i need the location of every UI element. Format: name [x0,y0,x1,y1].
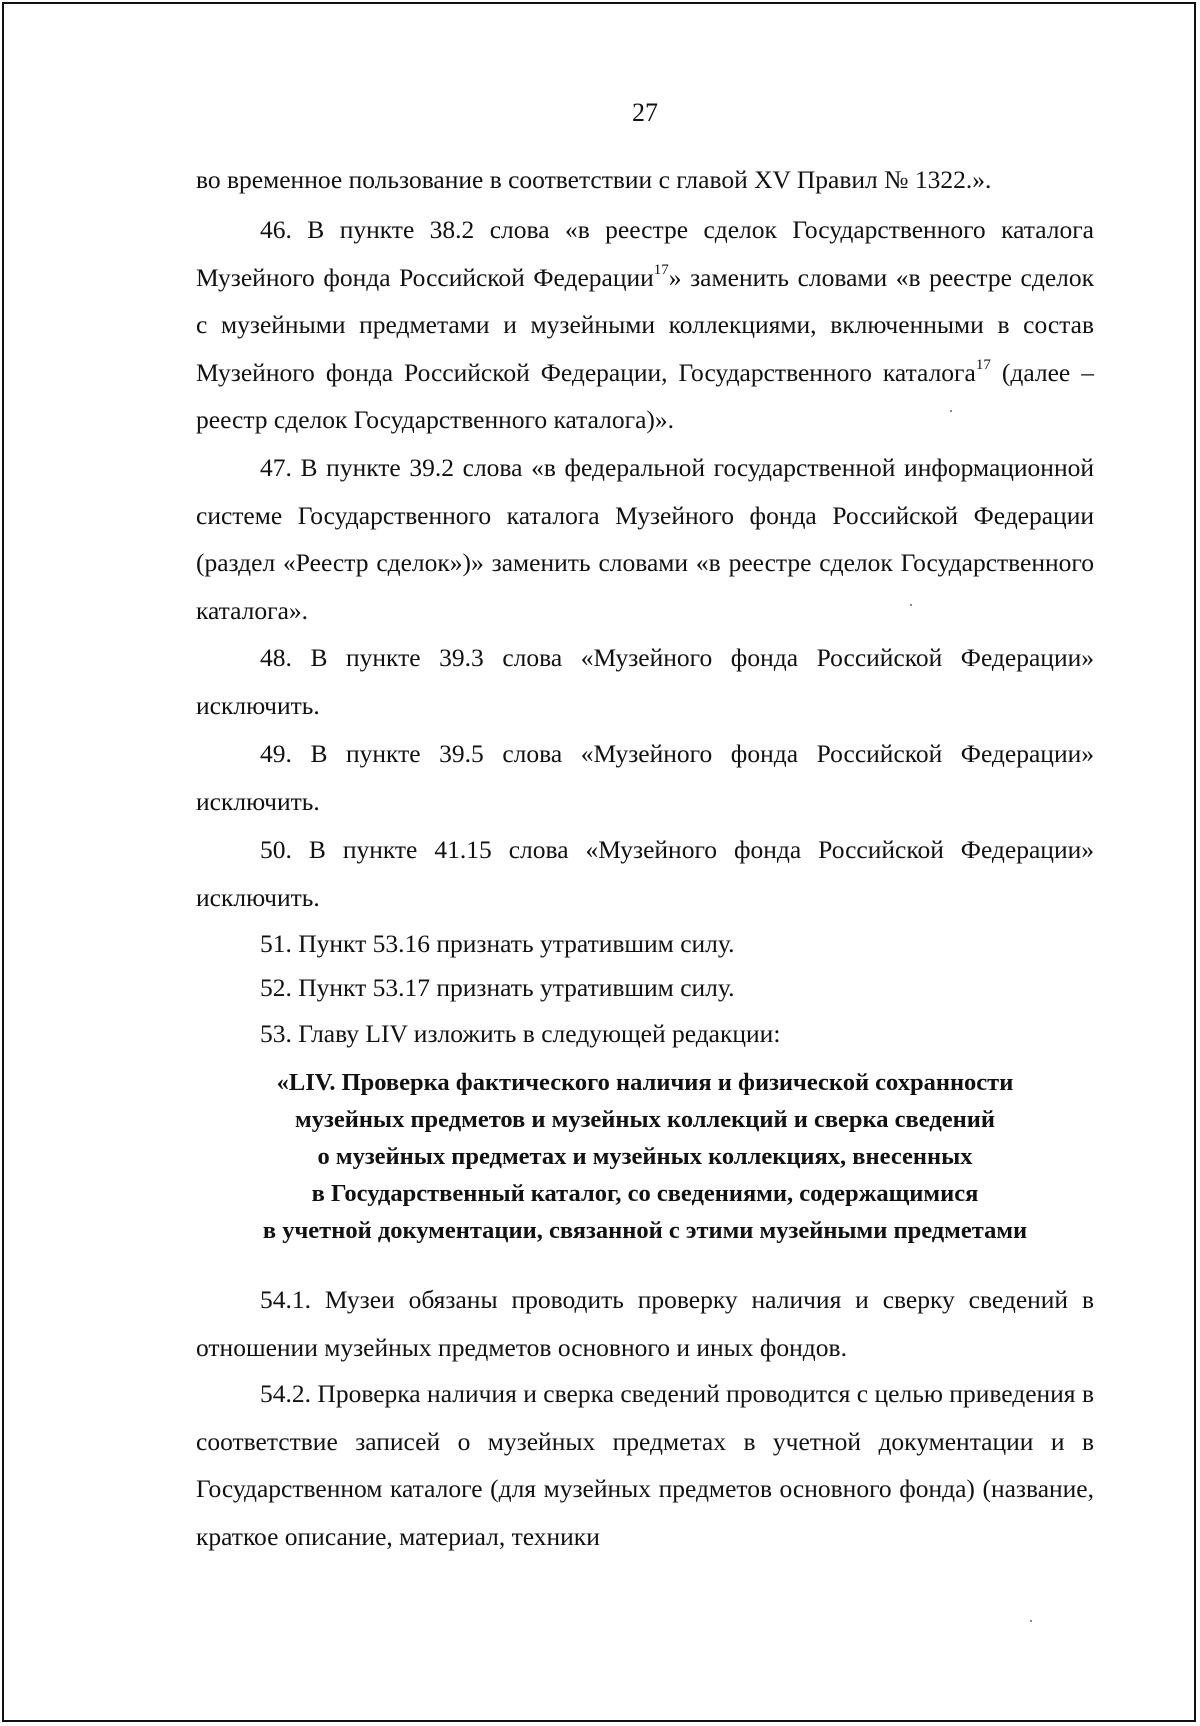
paragraph-46 [196,206,1094,444]
paragraph-continuation: во временное пользование в соответствии с главой XV Правил № 1322.». [196,165,992,194]
scan-speck [1030,1620,1032,1622]
footnote-ref-17: 17 [653,262,669,278]
paragraph-46-text-a: 46. В пункте 38.2 слова «в реестре сделок Государственного каталога Музейного фонда Российской Федерации [196,215,1094,292]
paragraph-54-1: 54.1. Музеи обязаны проводить проверку наличия и сверку сведений в отношении музейных предметов основного и иных фондов. [196,1285,1094,1362]
paragraph-46-text-b: » заменить словами «в реестре сделок с музейными предметами и музейными коллекциями, включенными в состав Музейного фонда Российской Федерации, Государственного каталога [196,262,1094,387]
page-number: 27 [632,98,658,127]
paragraph-54-2: 54.2. Проверка наличия и сверка сведений проводится с целью приведения в соответствие записей о музейных предметах в учетной документации и в Государственном каталоге (для музейных предметов основного фонда) (название, краткое описание, материал, техники [196,1379,1094,1551]
heading-line-4: в Государственный каталог, со сведениями, содержащимися [311,1180,979,1207]
paragraph-53: 53. Главу LIV изложить в следующей редакции: [260,1019,781,1048]
chapter-heading [196,1064,1094,1249]
paragraph-50: 50. В пункте 41.15 слова «Музейного фонда Российской Федерации» исключить. [196,835,1094,912]
paragraph-49: 49. В пункте 39.5 слова «Музейного фонда Российской Федерации» исключить. [196,739,1094,816]
paragraph-48: 48. В пункте 39.3 слова «Музейного фонда Российской Федерации» исключить. [196,643,1094,720]
scan-speck [950,410,952,412]
heading-line-5: в учетной документации, связанной с этими музейными предметами [262,1217,1028,1244]
heading-line-1: «LIV. Проверка фактического наличия и физической сохранности [276,1069,1014,1096]
paragraph-52: 52. Пункт 53.17 признать утратившим силу. [260,973,735,1002]
paragraph-47: 47. В пункте 39.2 слова «в федеральной государственной информационной системе Государственного каталога Музейного фонда Российской Федерации (раздел «Реестр сделок»)» заменить словами «в реестре сделок Государственного каталога». [196,453,1094,625]
heading-line-2: музейных предметов и музейных коллекций и сверка сведений [295,1106,995,1133]
heading-line-3: о музейных предметах и музейных коллекциях, внесенных [317,1143,973,1170]
footnote-ref-17-second: 17 [975,357,991,373]
scan-speck [910,604,912,606]
paragraph-46-text-c: (далее – реестр сделок Государственного каталога)». [196,357,1095,434]
paragraph-51: 51. Пункт 53.16 признать утратившим силу. [260,929,735,958]
